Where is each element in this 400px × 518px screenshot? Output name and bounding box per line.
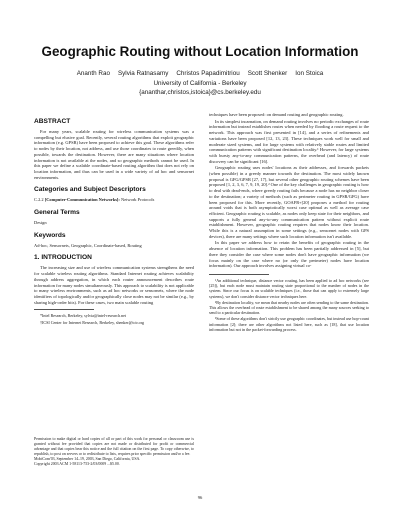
- footnote: ²By destination locality, we mean that nearby nodes are often sending to the same destination. This allows the overhead of route establishment to be shared among the many sources seeking to send to a particular destination.: [209, 299, 369, 316]
- affiliation: [0, 80, 400, 97]
- author-list: [0, 70, 400, 77]
- paper-title: Geographic Routing without Location Information: [41, 44, 359, 59]
- permission-notice: [34, 437, 194, 467]
- body-paragraph: In its simplest incarnation, on demand routing involves no periodic exchanges of route information but instead establishes routes when needed by flooding a route request to the network. This approach was first presented in [14], and a series of refinements and variations have been proposed [12, 13, 23]. These techniques work well for small and moderate sized systems, and for large systems with relatively stable routes and limited communication patterns with significant destination locality.¹ However, for large systems with bursty any-to-any communication patterns, the overhead (and latency) of route discovery can be significant [16].: [209, 118, 369, 164]
- copyright-line: Copyright 2003 ACM 1-58113-753-2/03/0009 ...$5.00.: [34, 462, 120, 466]
- categories-text: [34, 197, 194, 203]
- categories-code: C.2.2: [34, 197, 44, 203]
- page-number: 96: [197, 495, 203, 500]
- introduction-text: The increasing size and use of wireless communication systems strengthens the need for scalable wireless routing algorithms. Standard Internet routing achieves scalability through address aggregation, in which each router announcement describes route information for many nodes simultaneously. This approach to scalability is not applicable to many wireless environments, such as ad hoc networks or sensornets, where the node identifiers of topologically and/or geographically close nodes may not be similar (e.g., by sharing high-order bits). For these cases, two main scalable routing: [34, 265, 194, 305]
- right-column: [209, 112, 369, 333]
- footnote-rule: [34, 309, 94, 310]
- keywords-text: Ad-hoc, Sensornets, Geographic, Coordinate-based, Routing: [34, 242, 142, 248]
- author-name: Sylvia Ratnasamy: [117, 70, 169, 77]
- introduction-heading: 1. INTRODUCTION: [34, 254, 92, 262]
- abstract-heading: ABSTRACT: [34, 118, 71, 125]
- footnote: *Intel Research, Berkeley, sylvia@intel-research.net: [40, 313, 127, 319]
- categories-name: [Computer-Communication Networks]:: [44, 197, 120, 203]
- body-paragraph: techniques have been proposed: on demand routing and geographic routing.: [209, 112, 344, 117]
- body-paragraph: Geographic routing uses nodes' locations as their addresses, and forwards packets (when possible) in a greedy manner towards the destination. The most widely known proposal is GFG/GPSR [27, 17], but several other geographic routing schemes have been proposed [1, 2, 3, 6, 7, 9, 19, 20].² One of the key challenges in geographic routing is how to deal with dead-ends, where greedy routing fails because a node has no neighbor closer to the destination; a variety of methods (such as perimeter routing in GPSR/GFG) have been proposed for this. More recently, GOAFR+[20] proposes a method for routing around voids that is both asymptotically worst case optimal as well as average case efficient. Geographic routing is scalable, as nodes only keep state for their neighbors, and supports a fully general any-to-any communication pattern without explicit route establishment. However, geographic routing requires that nodes know their location. While this is a natural assumption in some settings (e.g., sensornet nodes with GPS devices), there are many settings where such location information isn't available.: [209, 165, 369, 239]
- affiliation-institution: University of California - Berkeley: [153, 80, 247, 87]
- general-terms-heading: General Terms: [34, 209, 80, 217]
- permission-text: Permission to make digital or hard copies of all or part of this work for personal or classroom use is granted without fee provided that copies are not made or distributed for profit or commercial advantage and that copies bear this notice and the full citation on the first page. To copy otherwise, to republish, to post on servers or to redistribute to lists, requires prior specific permission and/or a fee.: [34, 437, 194, 456]
- author-name: Christos Papadimitriou: [176, 70, 240, 77]
- body-paragraph: In this paper we address how to retain the benefits of geographic routing in the absence of location information. This problem has been partially addressed in [5], but there they consider the case where some nodes don't have geographic information (we focus mainly on the case where no (or only the perimeter) nodes have location information). Our approach involves assigning virtual co-: [209, 240, 369, 269]
- footnote: ³Some of these algorithms don't strictly use geographic coordinates, but instead use hop-count information [2]; there are other algorithms not listed here, such as [18], that use location information but not in the packet-forwarding process.: [209, 316, 369, 332]
- footnote: ¹An additional technique, distance vector routing, has been applied to ad hoc networks (see [25]), but each node must maintain routing state proportional to the number of nodes in the system. Since our focus is on scalable techniques (i.e., those that can apply to extremely large systems), we don't consider distance vector techniques here.: [209, 277, 369, 299]
- categories-heading: Categories and Subject Descriptors: [34, 186, 146, 194]
- footnote: †ICSI Center for Internet Research, Berkeley, shenker@icir.org: [40, 319, 145, 325]
- keywords-heading: Keywords: [34, 231, 66, 239]
- footnotes: [209, 274, 369, 332]
- footnote-rule: [209, 274, 269, 275]
- abstract-text: For many years, scalable routing for wireless communication systems was a compelling but elusive goal. Recently, several routing algorithms that exploit geographic information (e.g. GPSR) have been proposed to achieve this goal. These algorithms refer to nodes by their location, not address, and use those coordinates to route greedily, when possible, towards the destination. However, there are many situations where location information is not available at the nodes, and so geographic methods cannot be used. In this paper we define a scalable coordinate-based routing algorithm that does not rely on location information, and thus can be used in a wide variety of ad hoc and sensornet environments.: [34, 129, 194, 180]
- general-terms-text: Design: [34, 220, 47, 226]
- categories-value: Network Protocols: [120, 197, 155, 203]
- author-name: Ananth Rao: [76, 70, 110, 77]
- author-name: Ion Stoica: [295, 70, 324, 77]
- author-name: Scott Shenker: [247, 70, 288, 77]
- venue-line: MobiCom'03, September 14–19, 2003, San Diego, California, USA.: [34, 457, 141, 461]
- affiliation-emails: {ananthar,christos,istoica}@cs.berkeley.edu: [139, 88, 261, 96]
- left-column: [34, 118, 194, 326]
